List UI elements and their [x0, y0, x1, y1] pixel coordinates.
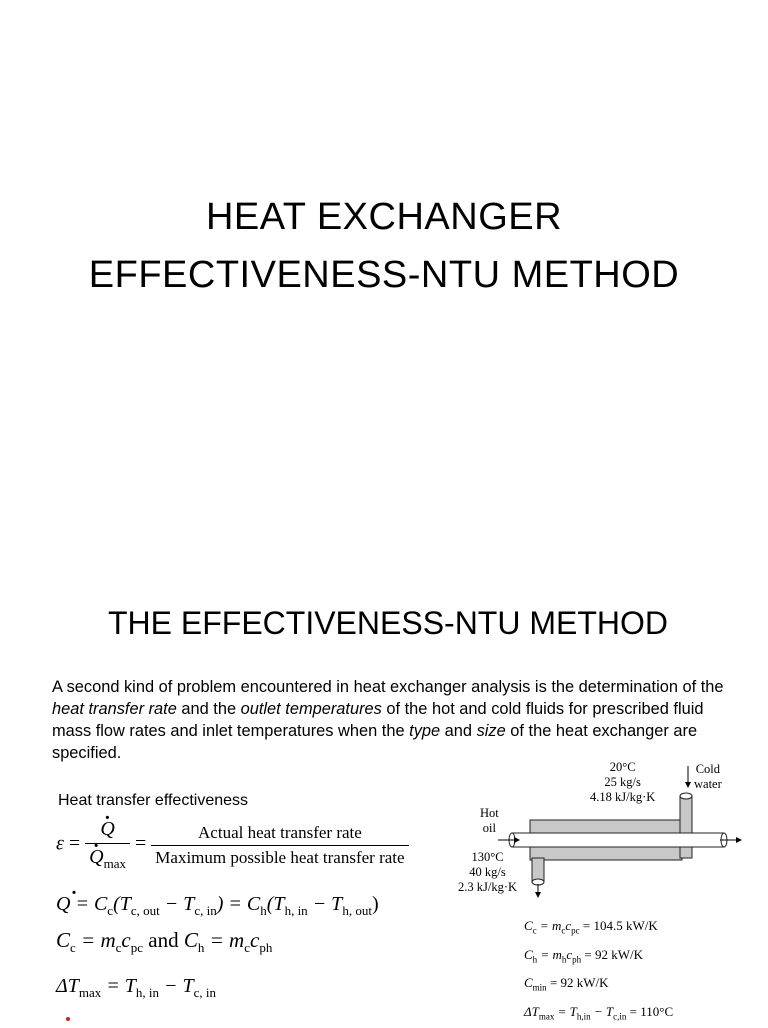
cold-inlet-conditions [590, 760, 655, 805]
cold-inlet-temp: 20°C [609, 760, 636, 774]
eq2-sub-hin: h, in [284, 903, 308, 918]
heat-rate-equation [56, 893, 379, 919]
result-cmin [524, 971, 673, 1000]
r2-m-sub: h [561, 954, 567, 965]
intro-emphasis-heat-transfer-rate: heat transfer rate [52, 700, 177, 718]
eq2-part-e: (T [266, 893, 285, 915]
cold-inlet-pipe [680, 796, 692, 858]
eq2-part-b: (T [113, 893, 131, 915]
hot-oil-out-arrowhead [736, 837, 742, 843]
r4-th: = T [554, 1003, 577, 1019]
r1-c-sub: c [532, 925, 537, 936]
intro-emphasis-type: type [409, 722, 441, 740]
eq3-cph-sub: ph [259, 940, 273, 956]
intro-text-4: and [440, 722, 477, 740]
eq4-delta-t: ΔT [56, 975, 79, 997]
intro-text-5: of the heat exchanger are specified. [52, 722, 698, 762]
intro-paragraph [52, 676, 732, 764]
cold-water-out-arrowhead [535, 892, 541, 898]
r2-cp: c [566, 946, 573, 962]
eq3-and: and [143, 928, 184, 952]
hot-label-line2: oil [482, 821, 496, 835]
hot-label-line1: Hot [480, 806, 499, 820]
eq2-sub-c: c [107, 903, 114, 918]
eq2-part-a: · Q = C [56, 893, 107, 916]
r4-hin-sub: h,in [576, 1011, 591, 1022]
cold-flow-rate: 25 kg/s [604, 775, 641, 789]
intro-text-2: and the [176, 700, 241, 718]
cutoff-red-mark [66, 1017, 70, 1021]
eq2-part-g: ) [371, 893, 379, 915]
title-line-2: EFFECTIVENESS-NTU METHOD [88, 254, 680, 296]
r1-value: = 104.5 kW/K [579, 918, 658, 933]
effectiveness-equation [56, 818, 409, 872]
intro-emphasis-size: size [476, 722, 506, 740]
hot-specific-heat: 2.3 kJ/kg·K [458, 880, 518, 894]
eq3-cc-sub: c [70, 940, 76, 956]
r1-cp-sub: pc [571, 925, 580, 936]
r2-m: = m [537, 946, 562, 962]
result-cc [524, 914, 673, 943]
cold-inlet-opening [680, 793, 692, 799]
r1-m: = m [536, 918, 562, 933]
heat-exchanger-diagram [456, 760, 756, 910]
r2-c-sub: h [532, 954, 538, 965]
eq3-cpc: c [121, 928, 131, 952]
eq4-cin-sub: c, in [193, 985, 217, 1000]
eq2-sub-cout: c, out [130, 903, 160, 918]
eq3-mc2: = m [204, 928, 245, 952]
eq3-ch-sub: h [197, 940, 205, 956]
cold-label-line1: Cold [695, 762, 721, 776]
eq3-cc: C [56, 928, 71, 952]
eq2-sub-h: h [260, 903, 267, 918]
q-dot-denominator: · Q [89, 846, 103, 869]
q-max-subscript: max [103, 856, 127, 871]
eq4-th: = T [101, 975, 136, 997]
r3-value: = 92 kW/K [546, 975, 609, 991]
r4-cin-sub: c,in [613, 1011, 627, 1022]
q-dot-numerator: · Q [100, 818, 114, 841]
r4-dt: ΔT [524, 1003, 539, 1019]
r1-c: C [524, 918, 533, 933]
cold-water-label [694, 762, 722, 792]
eq4-max-sub: max [78, 985, 102, 1000]
r2-cp-sub: ph [572, 954, 582, 965]
delta-t-max-equation [56, 975, 216, 1001]
hot-oil-label [480, 806, 499, 836]
q-ratio-fraction [85, 818, 130, 872]
eq4-hin-sub: h, in [135, 985, 160, 1000]
eq3-ch: C [183, 928, 198, 952]
r4-max-sub: max [538, 1011, 555, 1022]
eq3-cpc-sub: pc [130, 940, 144, 956]
title-line-1: HEAT EXCHANGER [205, 196, 563, 238]
equals-sign: = [68, 832, 81, 855]
r4-value: = 110°C [626, 1003, 674, 1019]
r2-c: C [524, 946, 533, 962]
intro-emphasis-outlet-temperatures: outlet temperatures [240, 700, 382, 718]
intro-text-3: of the hot and cold fluids for prescribed fluid mass flow rates and inlet temperatures when the [52, 700, 704, 740]
eq3-mc2-sub: c [244, 940, 250, 956]
section-heading: THE EFFECTIVENESS-NTU METHOD [107, 605, 668, 641]
slide-title [0, 188, 768, 304]
r1-m-sub: c [561, 925, 566, 936]
cold-specific-heat: 4.18 kJ/kg·K [590, 790, 656, 804]
hot-inlet-temp: 130°C [471, 850, 504, 864]
cold-label-line2: water [694, 777, 722, 791]
cold-water-in-arrowhead [685, 782, 691, 788]
capacity-rate-equation [56, 928, 272, 956]
epsilon-symbol: ε [56, 832, 64, 855]
eq2-part-c: − T [159, 893, 195, 915]
eq2-sub-hout: h, out [342, 903, 372, 918]
inner-tube [512, 833, 724, 847]
intro-text-1: A second kind of problem encountered in heat exchanger analysis is the determination of the [52, 678, 724, 696]
calculation-results [524, 914, 673, 1028]
eq3-mc-sub: c [115, 940, 122, 956]
result-ch [524, 943, 673, 972]
hot-inlet-conditions [458, 850, 517, 895]
effectiveness-label: Heat transfer effectiveness [58, 792, 249, 809]
eq4-tc: − T [159, 975, 194, 997]
cold-outlet-pipe [532, 858, 544, 882]
r1-cp: c [565, 918, 572, 933]
r3-min-sub: min [532, 982, 547, 993]
eq2-part-f: − T [307, 893, 343, 915]
rate-ratio-fraction [151, 823, 408, 868]
eq3-mc: = m [75, 928, 116, 952]
r2-value: = 92 kW/K [581, 946, 643, 962]
max-rate-text: Maximum possible heat transfer rate [155, 847, 405, 867]
hot-flow-rate: 40 kg/s [469, 865, 506, 879]
actual-rate-text: Actual heat transfer rate [151, 823, 408, 846]
eq2-part-d: ) = C [216, 893, 261, 915]
equals-sign-2: = [135, 832, 147, 855]
eq3-cph: c [250, 928, 260, 952]
r3-c: C [524, 975, 533, 991]
eq2-sub-cin: c, in [194, 903, 217, 918]
r4-tc: − T [590, 1003, 614, 1019]
